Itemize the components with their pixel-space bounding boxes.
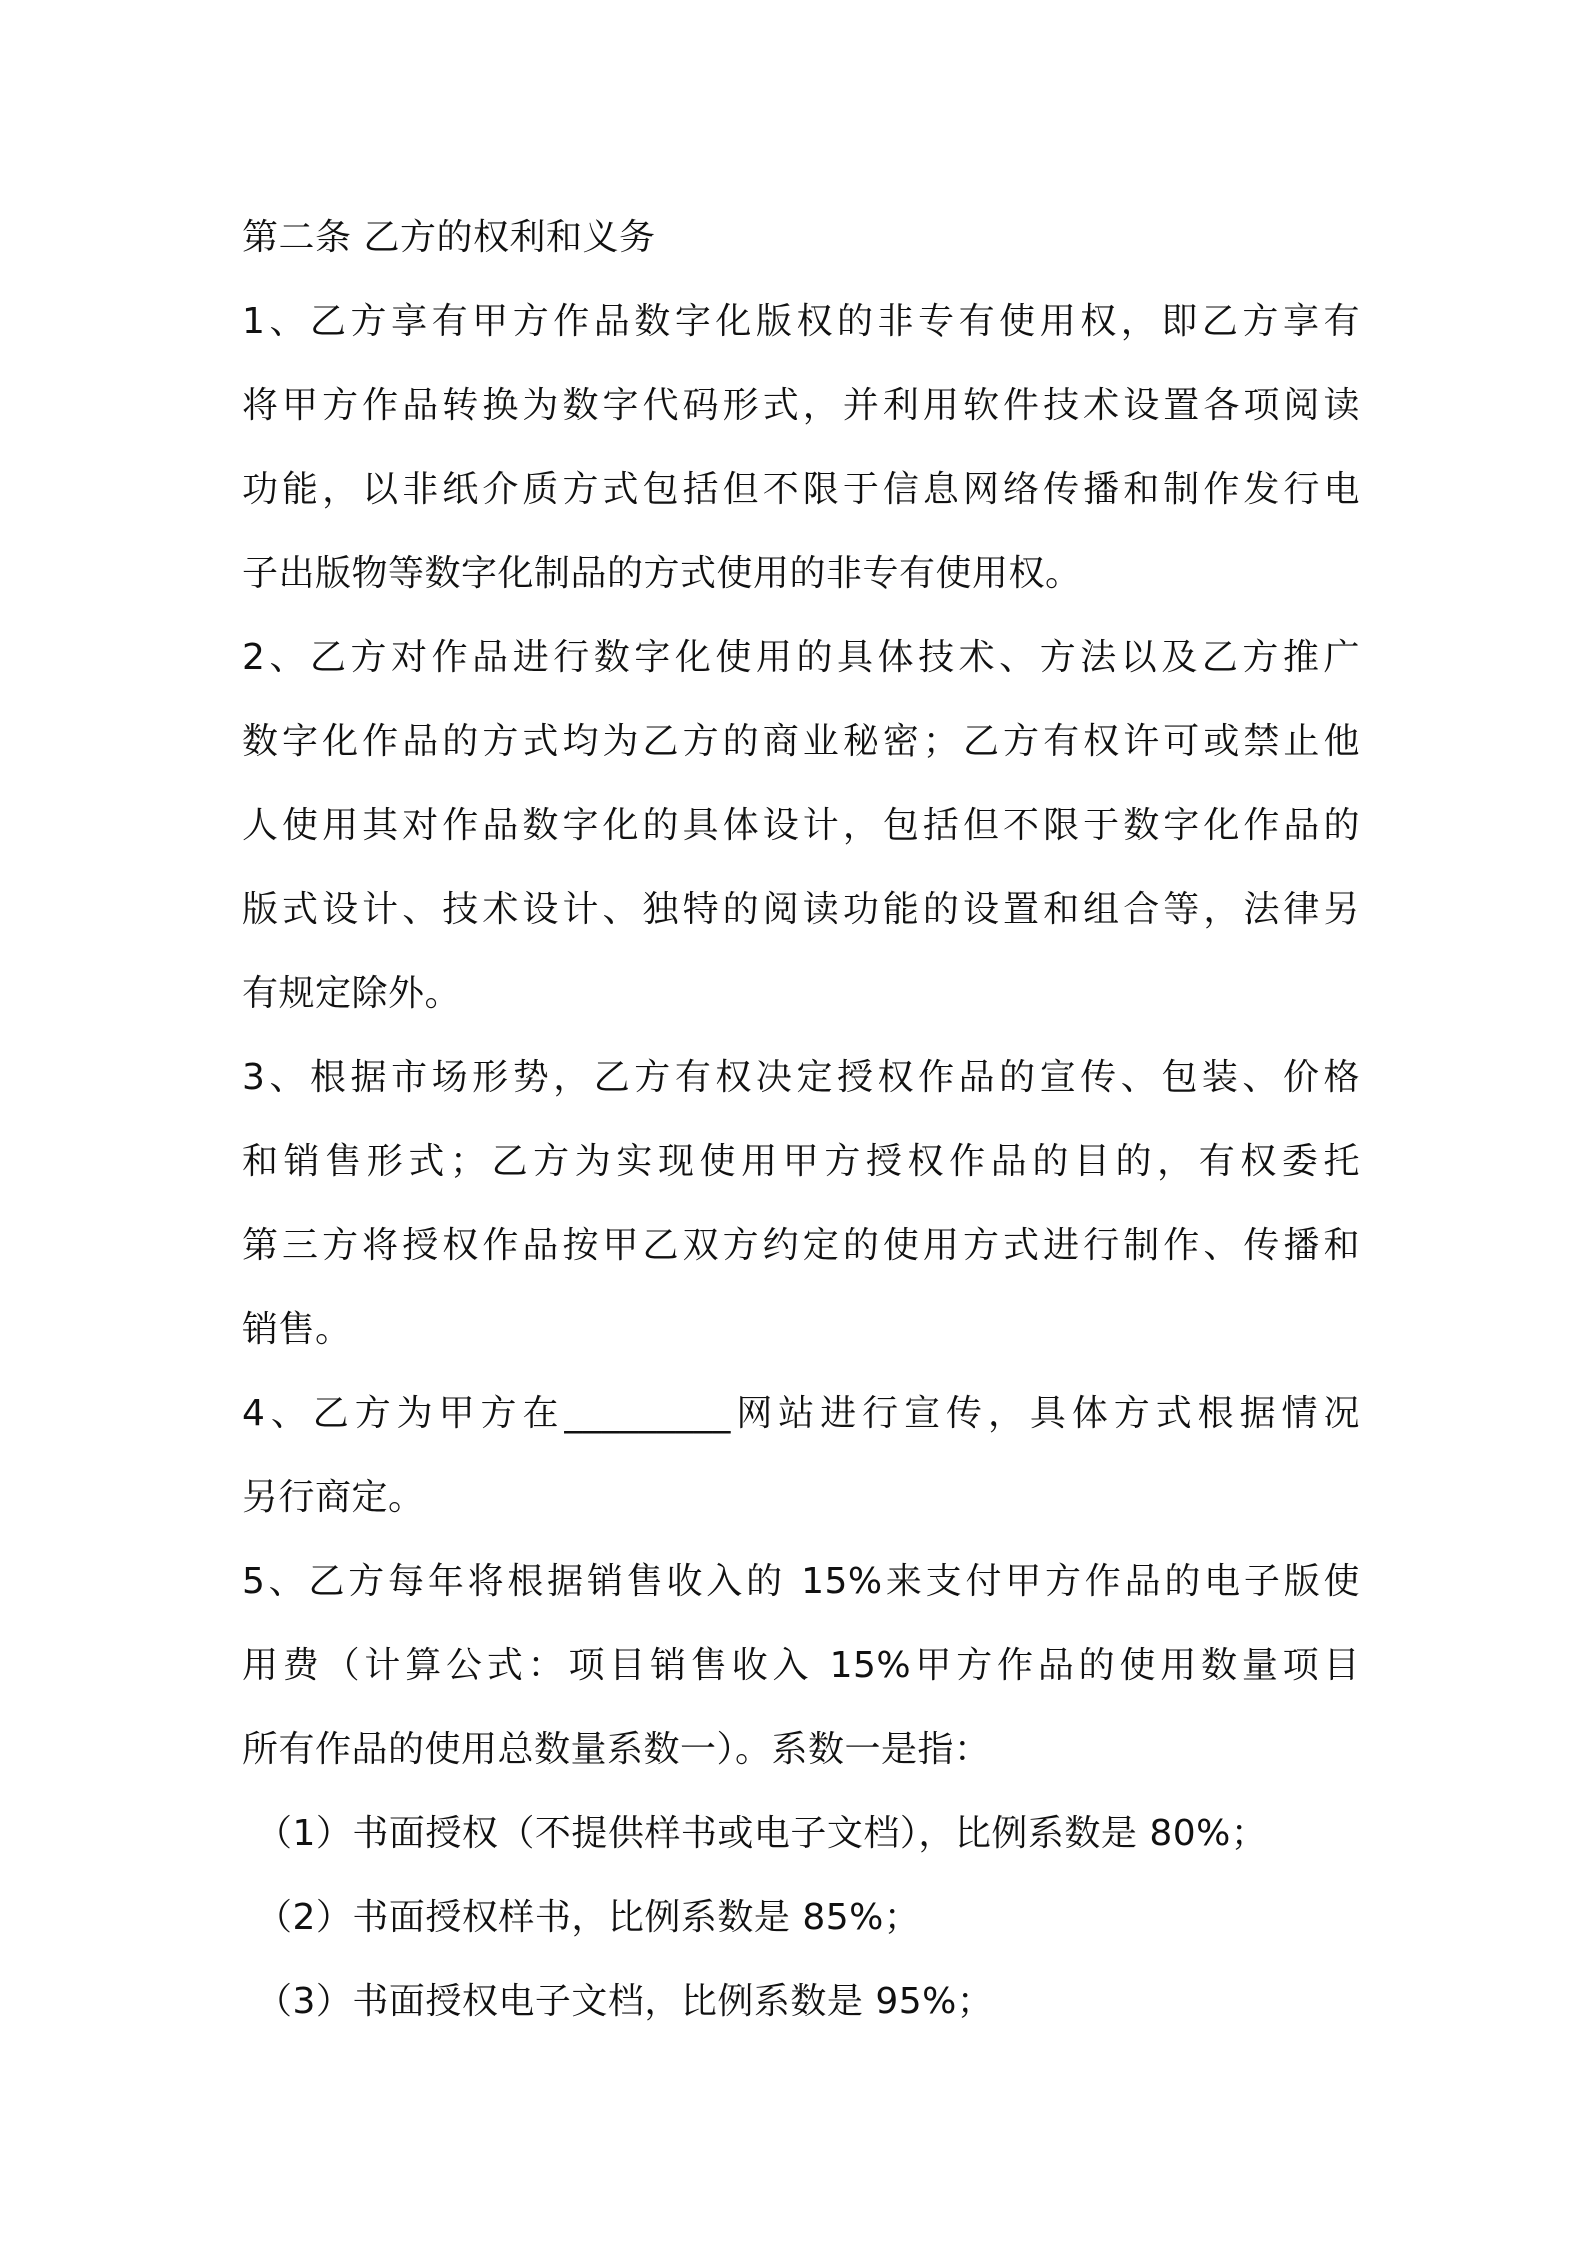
list-item: （1）书面授权（不提供样书或电子文档），比例系数是 80%；: [256, 1813, 1268, 1854]
text-line: 版式设计、技术设计、独特的阅读功能的设置和组合等，法律另: [242, 889, 1360, 930]
document-body: [242, 196, 1360, 2044]
text-line: 5、乙方每年将根据销售收入的 15%来支付甲方作品的电子版使: [242, 1561, 1360, 1602]
paragraph-4: [242, 1372, 1360, 1540]
paragraph-3: [242, 1036, 1360, 1372]
coefficient-list: [242, 1792, 1360, 2044]
text-line: 人使用其对作品数字化的具体设计，包括但不限于数字化作品的: [242, 805, 1360, 846]
list-item: （3）书面授权电子文档，比例系数是 95%；: [256, 1981, 994, 2022]
text-line: 1、乙方享有甲方作品数字化版权的非专有使用权，即乙方享有: [242, 301, 1360, 342]
text-line: 3、根据市场形势，乙方有权决定授权作品的宣传、包装、价格: [242, 1057, 1360, 1098]
paragraph-1: [242, 280, 1360, 616]
paragraph-2: [242, 616, 1360, 1036]
text-line: 功能，以非纸介质方式包括但不限于信息网络传播和制作发行电: [242, 469, 1360, 510]
text-line: 销售。: [242, 1309, 352, 1350]
text-line: 子出版物等数字化制品的方式使用的非专有使用权。: [242, 553, 1082, 594]
text-line: 数字化作品的方式均为乙方的商业秘密；乙方有权许可或禁止他: [242, 721, 1360, 762]
text-line: 用费（计算公式：项目销售收入 15%甲方作品的使用数量项目: [242, 1645, 1360, 1686]
text-line: 4、乙方为甲方在_________网站进行宣传，具体方式根据情况: [242, 1393, 1360, 1434]
text-line: 和销售形式；乙方为实现使用甲方授权作品的目的，有权委托: [242, 1141, 1360, 1182]
paragraph-5: [242, 1540, 1360, 1792]
list-item: （2）书面授权样书，比例系数是 85%；: [256, 1897, 921, 1938]
text-line: 有规定除外。: [242, 973, 462, 1014]
section-heading: 第二条 乙方的权利和义务: [242, 217, 656, 258]
text-line: 2、乙方对作品进行数字化使用的具体技术、方法以及乙方推广: [242, 637, 1360, 678]
text-line: 第三方将授权作品按甲乙双方约定的使用方式进行制作、传播和: [242, 1225, 1360, 1266]
text-line: 另行商定。: [242, 1477, 425, 1518]
text-line: 所有作品的使用总数量系数一）。系数一是指：: [242, 1729, 991, 1770]
text-line: 将甲方作品转换为数字代码形式，并利用软件技术设置各项阅读: [242, 385, 1360, 426]
